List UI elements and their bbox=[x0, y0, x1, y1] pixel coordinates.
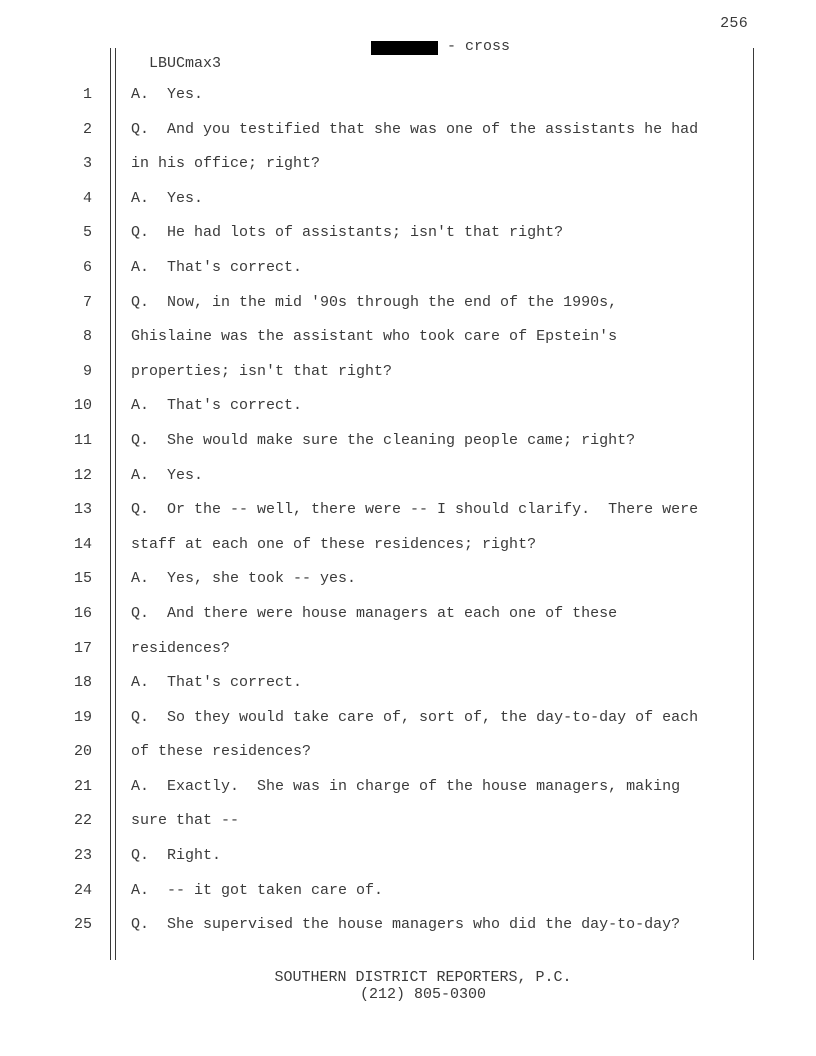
line-text: A. Yes. bbox=[131, 466, 204, 484]
examination-section: - cross bbox=[447, 38, 511, 55]
transcript-line bbox=[0, 320, 816, 355]
line-number: 13 bbox=[73, 501, 92, 519]
line-number: 19 bbox=[73, 708, 92, 726]
line-text: A. Yes. bbox=[131, 86, 204, 103]
line-number: 1 bbox=[82, 86, 92, 103]
transcript-line bbox=[0, 770, 816, 805]
page-number: 256 bbox=[720, 15, 748, 32]
reporter-phone: (212) 805-0300 bbox=[359, 986, 487, 1003]
line-number: 5 bbox=[82, 224, 92, 242]
line-text: in his office; right? bbox=[131, 155, 321, 173]
case-label: LBUCmax3 bbox=[149, 55, 222, 72]
line-number: 6 bbox=[82, 258, 92, 276]
transcript-line bbox=[0, 78, 816, 113]
transcript-line bbox=[0, 459, 816, 494]
transcript-line bbox=[0, 528, 816, 563]
line-text: sure that -- bbox=[131, 812, 240, 830]
transcript-line bbox=[0, 216, 816, 251]
line-number: 22 bbox=[73, 812, 92, 830]
line-text: A. Exactly. She was in charge of the house managers, making bbox=[131, 777, 681, 795]
line-text: A. That's correct. bbox=[131, 674, 303, 692]
transcript-line bbox=[0, 666, 816, 701]
transcript-line bbox=[0, 597, 816, 632]
line-text: Q. He had lots of assistants; isn't that right? bbox=[131, 224, 564, 242]
line-text: Q. Now, in the mid '90s through the end of the 1990s, bbox=[131, 293, 618, 311]
transcript-line bbox=[0, 355, 816, 390]
transcript-line bbox=[0, 701, 816, 736]
transcript-line bbox=[0, 493, 816, 528]
redaction-bar bbox=[371, 41, 438, 55]
line-text: A. Yes, she took -- yes. bbox=[131, 570, 357, 588]
line-number: 17 bbox=[73, 639, 92, 657]
transcript-line bbox=[0, 839, 816, 874]
line-text: Q. Or the -- well, there were -- I should clarify. There were bbox=[131, 501, 699, 519]
line-text: Q. She supervised the house managers who did the day-to-day? bbox=[131, 916, 681, 934]
line-number: 24 bbox=[73, 881, 92, 899]
line-number: 16 bbox=[73, 604, 92, 622]
line-number: 25 bbox=[73, 916, 92, 934]
line-text: A. That's correct. bbox=[131, 397, 303, 415]
line-number: 18 bbox=[73, 674, 92, 692]
line-number: 7 bbox=[82, 293, 92, 311]
line-text: Q. And you testified that she was one of the assistants he had bbox=[131, 120, 699, 138]
line-number: 3 bbox=[82, 155, 92, 173]
line-number: 14 bbox=[73, 535, 92, 553]
transcript-line bbox=[0, 251, 816, 286]
line-number: 4 bbox=[82, 189, 92, 207]
transcript-line bbox=[0, 424, 816, 459]
line-text: properties; isn't that right? bbox=[131, 362, 393, 380]
line-text: Q. And there were house managers at each one of these bbox=[131, 604, 618, 622]
reporter-footer bbox=[15, 969, 816, 1003]
line-text: residences? bbox=[131, 639, 231, 657]
transcript-line bbox=[0, 632, 816, 667]
transcript-line bbox=[0, 182, 816, 217]
line-number: 10 bbox=[73, 397, 92, 415]
transcript-line bbox=[0, 389, 816, 424]
line-text: Q. Right. bbox=[131, 847, 222, 865]
transcript-line bbox=[0, 804, 816, 839]
line-text: A. -- it got taken care of. bbox=[131, 881, 384, 899]
transcript-lines bbox=[0, 78, 816, 943]
transcript-line bbox=[0, 286, 816, 321]
line-text: A. Yes. bbox=[131, 189, 204, 207]
line-text: Ghislaine was the assistant who took care of Epstein's bbox=[131, 328, 618, 346]
line-number: 15 bbox=[73, 570, 92, 588]
transcript-line bbox=[0, 908, 816, 943]
line-number: 21 bbox=[73, 777, 92, 795]
line-number: 23 bbox=[73, 847, 92, 865]
transcript-line bbox=[0, 147, 816, 182]
transcript-line bbox=[0, 874, 816, 909]
line-number: 9 bbox=[82, 362, 92, 380]
transcript-line bbox=[0, 735, 816, 770]
line-number: 12 bbox=[73, 466, 92, 484]
line-text: Q. So they would take care of, sort of, the day-to-day of each bbox=[131, 708, 699, 726]
line-text: Q. She would make sure the cleaning people came; right? bbox=[131, 431, 636, 449]
line-text: A. That's correct. bbox=[131, 258, 303, 276]
line-text: of these residences? bbox=[131, 743, 312, 761]
line-number: 11 bbox=[73, 431, 92, 449]
transcript-line bbox=[0, 113, 816, 148]
line-text: staff at each one of these residences; right? bbox=[131, 535, 537, 553]
transcript-line bbox=[0, 562, 816, 597]
line-number: 8 bbox=[82, 328, 92, 346]
line-number: 20 bbox=[73, 743, 92, 761]
line-number: 2 bbox=[82, 120, 92, 138]
reporter-name: SOUTHERN DISTRICT REPORTERS, P.C. bbox=[274, 969, 572, 986]
